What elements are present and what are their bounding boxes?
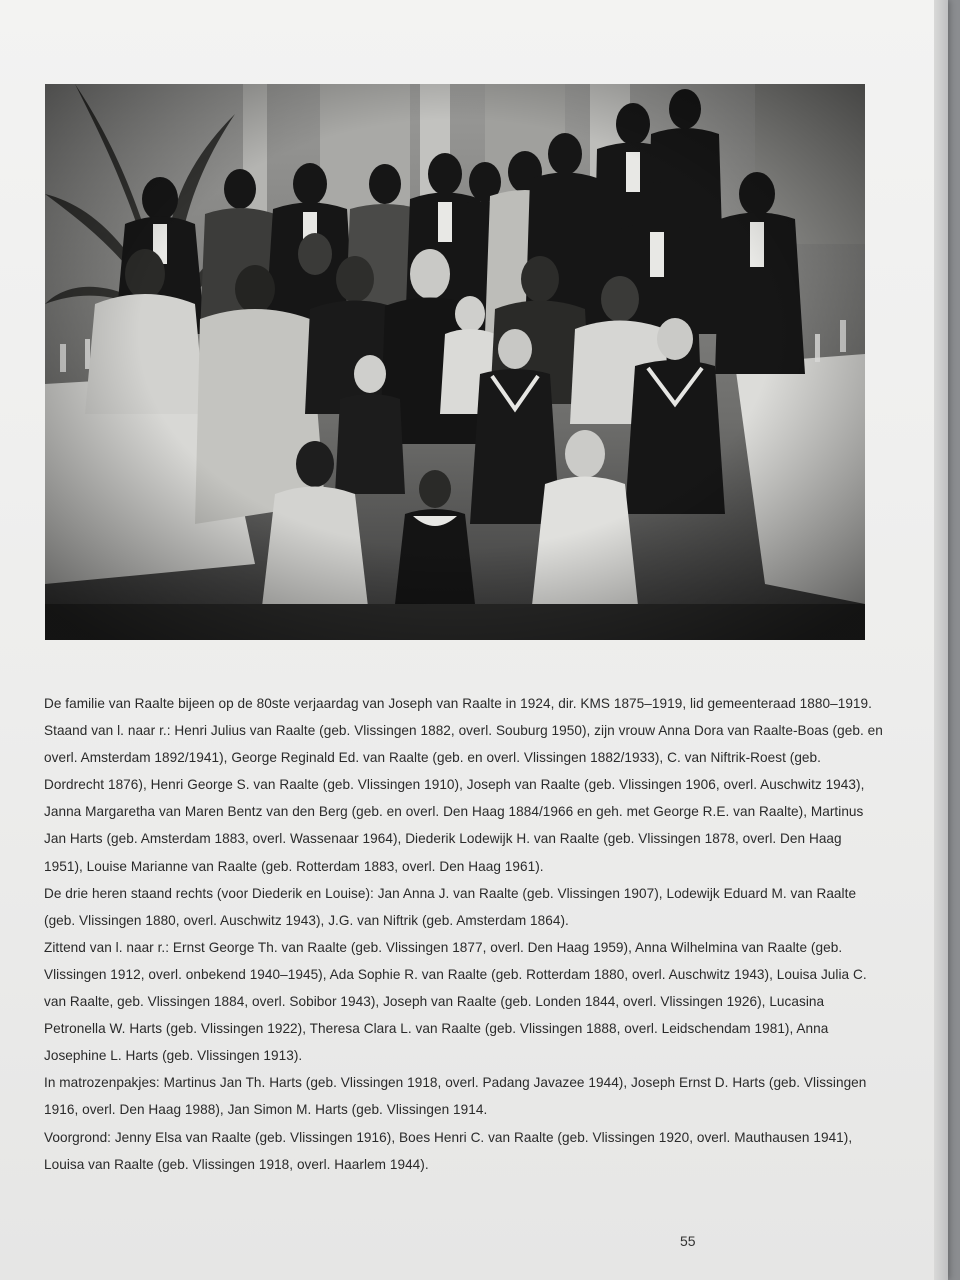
page-number: 55 (680, 1233, 696, 1249)
page-edge (934, 0, 948, 1280)
caption-paragraph: In matrozenpakjes: Martinus Jan Th. Harts (geb. Vlissingen 1918, overl. Padang Javazee 1944), Joseph Ernst D. Harts (geb. Vlissingen 1916, overl. Den Haag 1988), Jan Simon M. Harts (geb. Vlissingen 1914. (44, 1075, 867, 1118)
family-group-photo (45, 84, 865, 640)
caption-paragraph: Zittend van l. naar r.: Ernst George Th. van Raalte (geb. Vlissingen 1877, overl. Den Haag 1959), Anna Wilhelmina van Raalte (geb. Vlissingen 1912, overl. onbekend 1940–1945), Ada Sophie R. van Raalte (geb. Rotterdam 1880, overl. Auschwitz 1943), Louisa Julia C. van Raalte, geb. Vlissingen 1884, overl. Sobibor 1943), Joseph van Raalte (geb. Londen 1844, overl. Vlissingen 1926), Lucasina Petronella W. Harts (geb. Vlissingen 1922), Theresa Clara L. van Raalte (geb. Vlissingen 1888, overl. Leidschendam 1981), Anna Josephine L. Harts (geb. Vlissingen 1913). (44, 939, 867, 1064)
caption-paragraph: Voorgrond: Jenny Elsa van Raalte (geb. Vlissingen 1916), Boes Henri C. van Raalte (geb. Vlissingen 1920, overl. Mauthausen 1941), Louisa van Raalte (geb. Vlissingen 1918, overl. Haarlem 1944). (44, 1129, 853, 1172)
photo-caption (44, 690, 884, 1178)
caption-paragraph: De drie heren staand rechts (voor Diederik en Louise): Jan Anna J. van Raalte (geb. Vlissingen 1907), Lodewijk Eduard M. van Raalte (geb. Vlissingen 1880, overl. Auschwitz 1943), J.G. van Niftrik (geb. Amsterdam 1864). (44, 885, 857, 928)
caption-paragraph: De familie van Raalte bijeen op de 80ste verjaardag van Joseph van Raalte in 1924, dir. KMS 1875–1919, lid gemeenteraad 1880–1919. Staand van l. naar r.: Henri Julius van Raalte (geb. Vlissingen 1882, overl. Souburg 1950), zijn vrouw Anna Dora van Raalte-Boas (geb. en overl. Amsterdam 1892/1941), George Reginald Ed. van Raalte (geb. en overl. Vlissingen 1882/1933), C. van Niftrik-Roest (geb. Dordrecht 1876), Henri George S. van Raalte (geb. Vlissingen 1910), Joseph van Raalte (geb. Vlissingen 1906, overl. Auschwitz 1943), Janna Margaretha van Maren Bentz van den Berg (geb. en overl. Den Haag 1884/1966 en geh. met George R.E. van Raalte), Martinus Jan Harts (geb. Amsterdam 1883, overl. Wassenaar 1964), Diederik Lodewijk H. van Raalte (geb. Vlissingen 1878, overl. Den Haag 1951), Louise Marianne van Raalte (geb. Rotterdam 1883, overl. Den Haag 1961). (44, 696, 883, 874)
